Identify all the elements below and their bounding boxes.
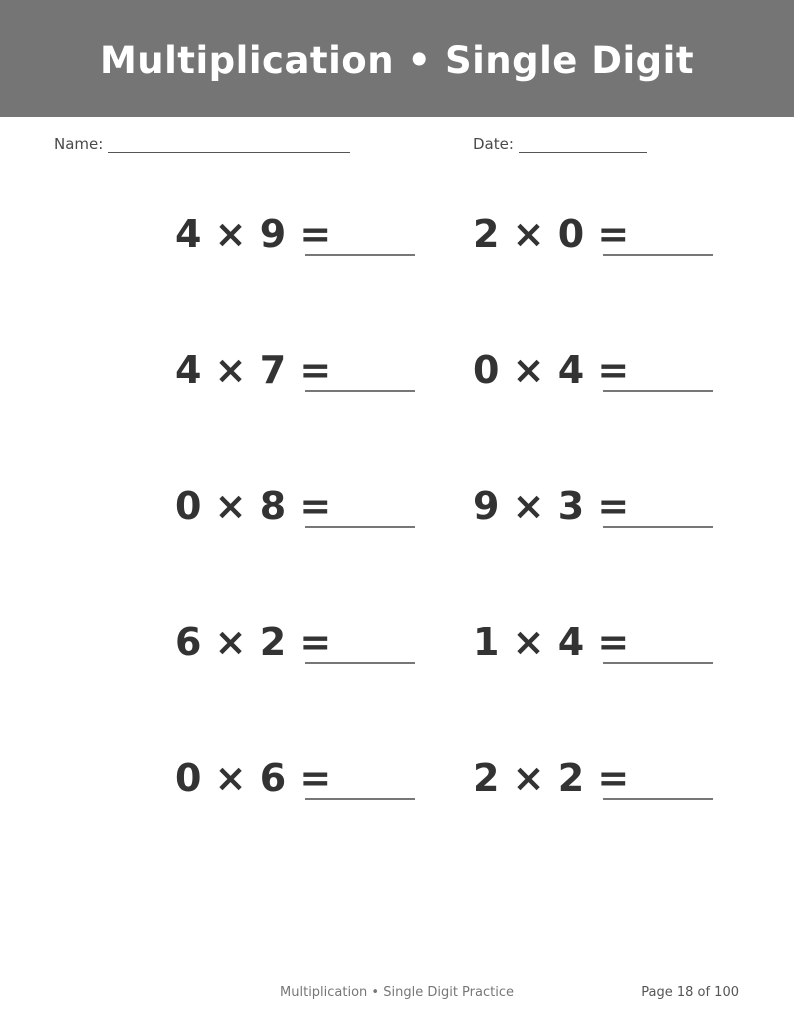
problem-1	[175, 212, 331, 256]
name-label: Name:	[54, 135, 104, 153]
worksheet-header	[0, 0, 794, 117]
problem-8	[473, 620, 629, 664]
problem-2	[473, 212, 629, 256]
problem-text: 0 × 8 =	[175, 484, 332, 528]
answer-blank-line	[603, 662, 713, 664]
name-field	[54, 135, 350, 153]
problem-text: 1 × 4 =	[473, 620, 630, 664]
problem-6	[473, 484, 629, 528]
date-field	[473, 135, 647, 153]
answer-blank-line	[603, 798, 713, 800]
name-blank-line	[108, 136, 350, 153]
problem-text: 6 × 2 =	[175, 620, 332, 664]
problem-9	[175, 756, 331, 800]
answer-blank-line	[305, 390, 415, 392]
page-number: Page 18 of 100	[641, 985, 739, 1000]
problem-3	[175, 348, 331, 392]
footer-subtitle: Multiplication • Single Digit Practice	[280, 985, 514, 1000]
answer-blank-line	[305, 254, 415, 256]
problem-5	[175, 484, 331, 528]
problem-10	[473, 756, 629, 800]
date-label: Date:	[473, 135, 514, 153]
problem-text: 4 × 7 =	[175, 348, 332, 392]
answer-blank-line	[603, 254, 713, 256]
answer-blank-line	[603, 390, 713, 392]
problem-7	[175, 620, 331, 664]
problem-text: 4 × 9 =	[175, 212, 332, 256]
answer-blank-line	[305, 798, 415, 800]
problem-text: 2 × 0 =	[473, 212, 630, 256]
problem-text: 2 × 2 =	[473, 756, 630, 800]
answer-blank-line	[305, 526, 415, 528]
worksheet-title: Multiplication • Single Digit	[99, 39, 695, 82]
problem-text: 0 × 4 =	[473, 348, 630, 392]
problem-text: 9 × 3 =	[473, 484, 630, 528]
problem-4	[473, 348, 629, 392]
answer-blank-line	[305, 662, 415, 664]
answer-blank-line	[603, 526, 713, 528]
problem-text: 0 × 6 =	[175, 756, 332, 800]
date-blank-line	[519, 136, 647, 153]
